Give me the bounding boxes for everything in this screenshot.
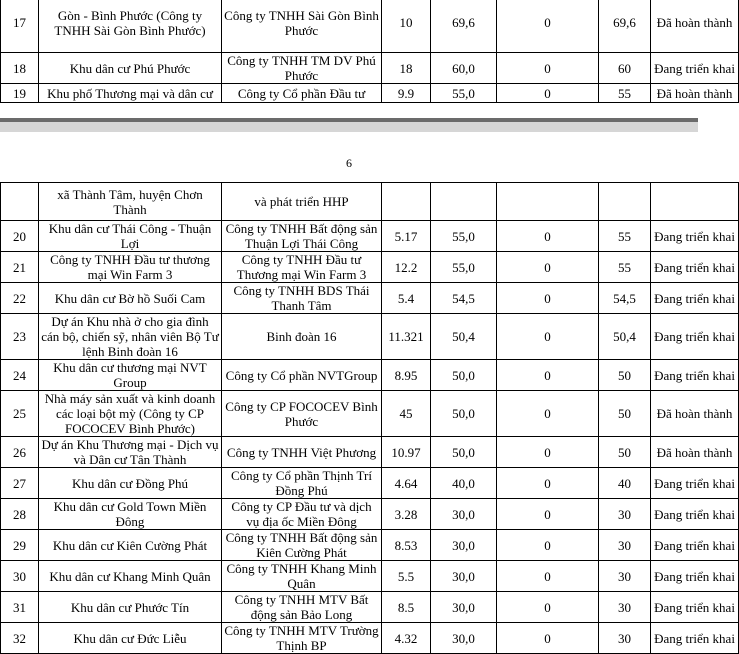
cell-value-3: 69,6	[599, 0, 651, 53]
table-row	[1, 84, 739, 103]
cell-project-name: Khu phố Thương mại và dân cư	[39, 84, 222, 103]
cell-area: 8.53	[382, 530, 431, 561]
cell-company: Công ty TNHH Khang Minh Quân	[222, 561, 382, 592]
cell-value-2: 0	[497, 468, 599, 499]
cell-stt: 32	[1, 623, 39, 654]
cell-status: Đang triển khai	[651, 252, 739, 283]
cell-area: 8.5	[382, 592, 431, 623]
cell-value-3: 30	[599, 530, 651, 561]
table-row	[1, 468, 739, 499]
cell-company: Công ty TNHH Bất động sản Thuận Lợi Thái Công	[222, 221, 382, 252]
table-row	[1, 283, 739, 314]
cell-company: Công ty TNHH Bất động sản Kiên Cường Phát	[222, 530, 382, 561]
cell-project-name: Khu dân cư Thái Công - Thuận Lợi	[39, 221, 222, 252]
cell-company: Công ty TNHH BDS Thái Thanh Tâm	[222, 283, 382, 314]
cell-value-2: 0	[497, 499, 599, 530]
cell-value-2: 0	[497, 530, 599, 561]
cell-company: Công ty Cổ phần Đầu tư	[222, 84, 382, 103]
cell-area: 5.4	[382, 283, 431, 314]
cell-company: Công ty TNHH Sài Gòn Bình Phước	[222, 0, 382, 53]
cell-area: 8.95	[382, 360, 431, 391]
cell-company: Binh đoàn 16	[222, 314, 382, 360]
cell-value-2: 0	[497, 283, 599, 314]
cell-project-name: xã Thành Tâm, huyện Chơn Thành	[39, 183, 222, 221]
cell-area: 3.28	[382, 499, 431, 530]
cell-area: 45	[382, 391, 431, 437]
cell-company: Công ty TNHH TM DV Phú Phước	[222, 53, 382, 84]
cell-company: Công ty Cổ phần NVTGroup	[222, 360, 382, 391]
cell-status: Đã hoàn thành	[651, 391, 739, 437]
cell-value-1: 50,0	[431, 391, 497, 437]
table-row	[1, 221, 739, 252]
table-row	[1, 499, 739, 530]
table-row	[1, 314, 739, 360]
table-row	[1, 592, 739, 623]
cell-status: Đang triển khai	[651, 468, 739, 499]
cell-status: Đang triển khai	[651, 623, 739, 654]
cell-value-1: 69,6	[431, 0, 497, 53]
cell-value-3: 30	[599, 561, 651, 592]
cell-project-name: Khu dân cư Kiên Cường Phát	[39, 530, 222, 561]
cell-company: Công ty TNHH MTV Trường Thịnh BP	[222, 623, 382, 654]
cell-value-1: 60,0	[431, 53, 497, 84]
cell-area	[382, 183, 431, 221]
cell-value-1: 50,0	[431, 437, 497, 468]
projects-table-top	[0, 0, 739, 103]
cell-project-name: Khu dân cư Đồng Phú	[39, 468, 222, 499]
cell-project-name: Khu dân cư Phú Phước	[39, 53, 222, 84]
cell-project-name: Khu dân cư Bờ hồ Suối Cam	[39, 283, 222, 314]
cell-value-1: 50,4	[431, 314, 497, 360]
cell-stt: 22	[1, 283, 39, 314]
cell-project-name: Dự án Khu nhà ở cho gia đình cán bộ, chiến sỹ, nhân viên Bộ Tư lệnh Binh đoàn 16	[39, 314, 222, 360]
cell-value-3: 30	[599, 623, 651, 654]
cell-value-2: 0	[497, 360, 599, 391]
cell-value-3: 50	[599, 437, 651, 468]
cell-value-1: 30,0	[431, 530, 497, 561]
cell-stt: 29	[1, 530, 39, 561]
cell-stt: 30	[1, 561, 39, 592]
projects-table	[0, 182, 739, 654]
cell-value-3: 50	[599, 391, 651, 437]
cell-stt: 25	[1, 391, 39, 437]
cell-value-1: 55,0	[431, 84, 497, 103]
cell-value-3: 30	[599, 499, 651, 530]
cell-area: 10	[382, 0, 431, 53]
cell-project-name: Khu dân cư Phước Tín	[39, 592, 222, 623]
cell-company: Công ty TNHH Việt Phương	[222, 437, 382, 468]
cell-company: và phát triển HHP	[222, 183, 382, 221]
cell-company: Công ty CP Đầu tư và dịch vụ địa ốc Miền Đông	[222, 499, 382, 530]
table-row-continuation	[1, 183, 739, 221]
table-row	[1, 391, 739, 437]
cell-company: Công ty CP FOCOCEV Bình Phước	[222, 391, 382, 437]
table-row	[1, 0, 739, 53]
table-row	[1, 437, 739, 468]
cell-stt: 24	[1, 360, 39, 391]
cell-area: 9.9	[382, 84, 431, 103]
cell-status: Đã hoàn thành	[651, 437, 739, 468]
cell-status: Đang triển khai	[651, 499, 739, 530]
cell-status: Đang triển khai	[651, 283, 739, 314]
cell-project-name: Khu dân cư Gold Town Miền Đông	[39, 499, 222, 530]
cell-project-name: Nhà máy sản xuất và kinh doanh các loại bột mỳ (Công ty CP FOCOCEV Bình Phước)	[39, 391, 222, 437]
cell-project-name: Khu dân cư Khang Minh Quân	[39, 561, 222, 592]
cell-value-2: 0	[497, 592, 599, 623]
cell-project-name: Công ty TNHH Đầu tư thương mại Win Farm 3	[39, 252, 222, 283]
cell-status: Đang triển khai	[651, 561, 739, 592]
cell-status: Đang triển khai	[651, 221, 739, 252]
cell-status: Đang triển khai	[651, 530, 739, 561]
cell-project-name: Dự án Khu Thương mại - Dịch vụ và Dân cư Tân Thành	[39, 437, 222, 468]
cell-value-1: 30,0	[431, 561, 497, 592]
cell-status: Đã hoàn thành	[651, 0, 739, 53]
table-row	[1, 561, 739, 592]
cell-stt: 17	[1, 0, 39, 53]
cell-stt: 23	[1, 314, 39, 360]
table-row	[1, 530, 739, 561]
cell-status: Đang triển khai	[651, 53, 739, 84]
cell-value-3	[599, 183, 651, 221]
cell-area: 12.2	[382, 252, 431, 283]
cell-value-1: 55,0	[431, 221, 497, 252]
cell-value-1: 54,5	[431, 283, 497, 314]
cell-area: 5.17	[382, 221, 431, 252]
cell-value-3: 50,4	[599, 314, 651, 360]
cell-value-2: 0	[497, 623, 599, 654]
cell-value-1	[431, 183, 497, 221]
cell-area: 11.321	[382, 314, 431, 360]
cell-stt: 20	[1, 221, 39, 252]
cell-value-1: 50,0	[431, 360, 497, 391]
cell-value-1: 40,0	[431, 468, 497, 499]
cell-area: 5.5	[382, 561, 431, 592]
page-number: 6	[346, 156, 352, 170]
cell-company: Công ty Cổ phần Thịnh Trí Đồng Phú	[222, 468, 382, 499]
cell-stt: 26	[1, 437, 39, 468]
cell-value-3: 40	[599, 468, 651, 499]
cell-stt: 31	[1, 592, 39, 623]
cell-company: Công ty TNHH Đầu tư Thương mại Win Farm 3	[222, 252, 382, 283]
cell-status: Đã hoàn thành	[651, 84, 739, 103]
page-top	[0, 0, 735, 118]
cell-stt: 21	[1, 252, 39, 283]
cell-stt: 18	[1, 53, 39, 84]
table-row	[1, 623, 739, 654]
cell-company: Công ty TNHH MTV Bất động sản Bảo Long	[222, 592, 382, 623]
cell-value-2: 0	[497, 84, 599, 103]
cell-value-2: 0	[497, 53, 599, 84]
cell-value-2: 0	[497, 437, 599, 468]
cell-stt: 19	[1, 84, 39, 103]
cell-project-name: Khu dân cư Đức Liễu	[39, 623, 222, 654]
cell-value-3: 55	[599, 252, 651, 283]
table-row	[1, 252, 739, 283]
cell-area: 4.32	[382, 623, 431, 654]
cell-value-2	[497, 183, 599, 221]
cell-area: 4.64	[382, 468, 431, 499]
table-row	[1, 53, 739, 84]
cell-value-2: 0	[497, 314, 599, 360]
cell-project-name: Khu dân cư thương mại NVT Group	[39, 360, 222, 391]
cell-area: 10.97	[382, 437, 431, 468]
cell-value-1: 30,0	[431, 592, 497, 623]
cell-value-3: 54,5	[599, 283, 651, 314]
cell-area: 18	[382, 53, 431, 84]
table-row	[1, 360, 739, 391]
cell-value-1: 30,0	[431, 623, 497, 654]
cell-value-1: 55,0	[431, 252, 497, 283]
cell-value-3: 30	[599, 592, 651, 623]
cell-project-name: Gòn - Bình Phước (Công ty TNHH Sài Gòn Bình Phước)	[39, 0, 222, 53]
cell-value-3: 50	[599, 360, 651, 391]
cell-value-2: 0	[497, 561, 599, 592]
cell-value-2: 0	[497, 391, 599, 437]
cell-stt	[1, 183, 39, 221]
cell-value-2: 0	[497, 0, 599, 53]
cell-value-3: 55	[599, 221, 651, 252]
cell-value-3: 60	[599, 53, 651, 84]
cell-value-2: 0	[497, 221, 599, 252]
cell-status: Đang triển khai	[651, 592, 739, 623]
cell-stt: 27	[1, 468, 39, 499]
cell-value-1: 30,0	[431, 499, 497, 530]
cell-stt: 28	[1, 499, 39, 530]
cell-status: Đang triển khai	[651, 360, 739, 391]
page-separator	[0, 118, 698, 132]
cell-status: Đang triển khai	[651, 314, 739, 360]
cell-value-2: 0	[497, 252, 599, 283]
cell-value-3: 55	[599, 84, 651, 103]
cell-status	[651, 183, 739, 221]
page-bottom	[0, 132, 735, 653]
